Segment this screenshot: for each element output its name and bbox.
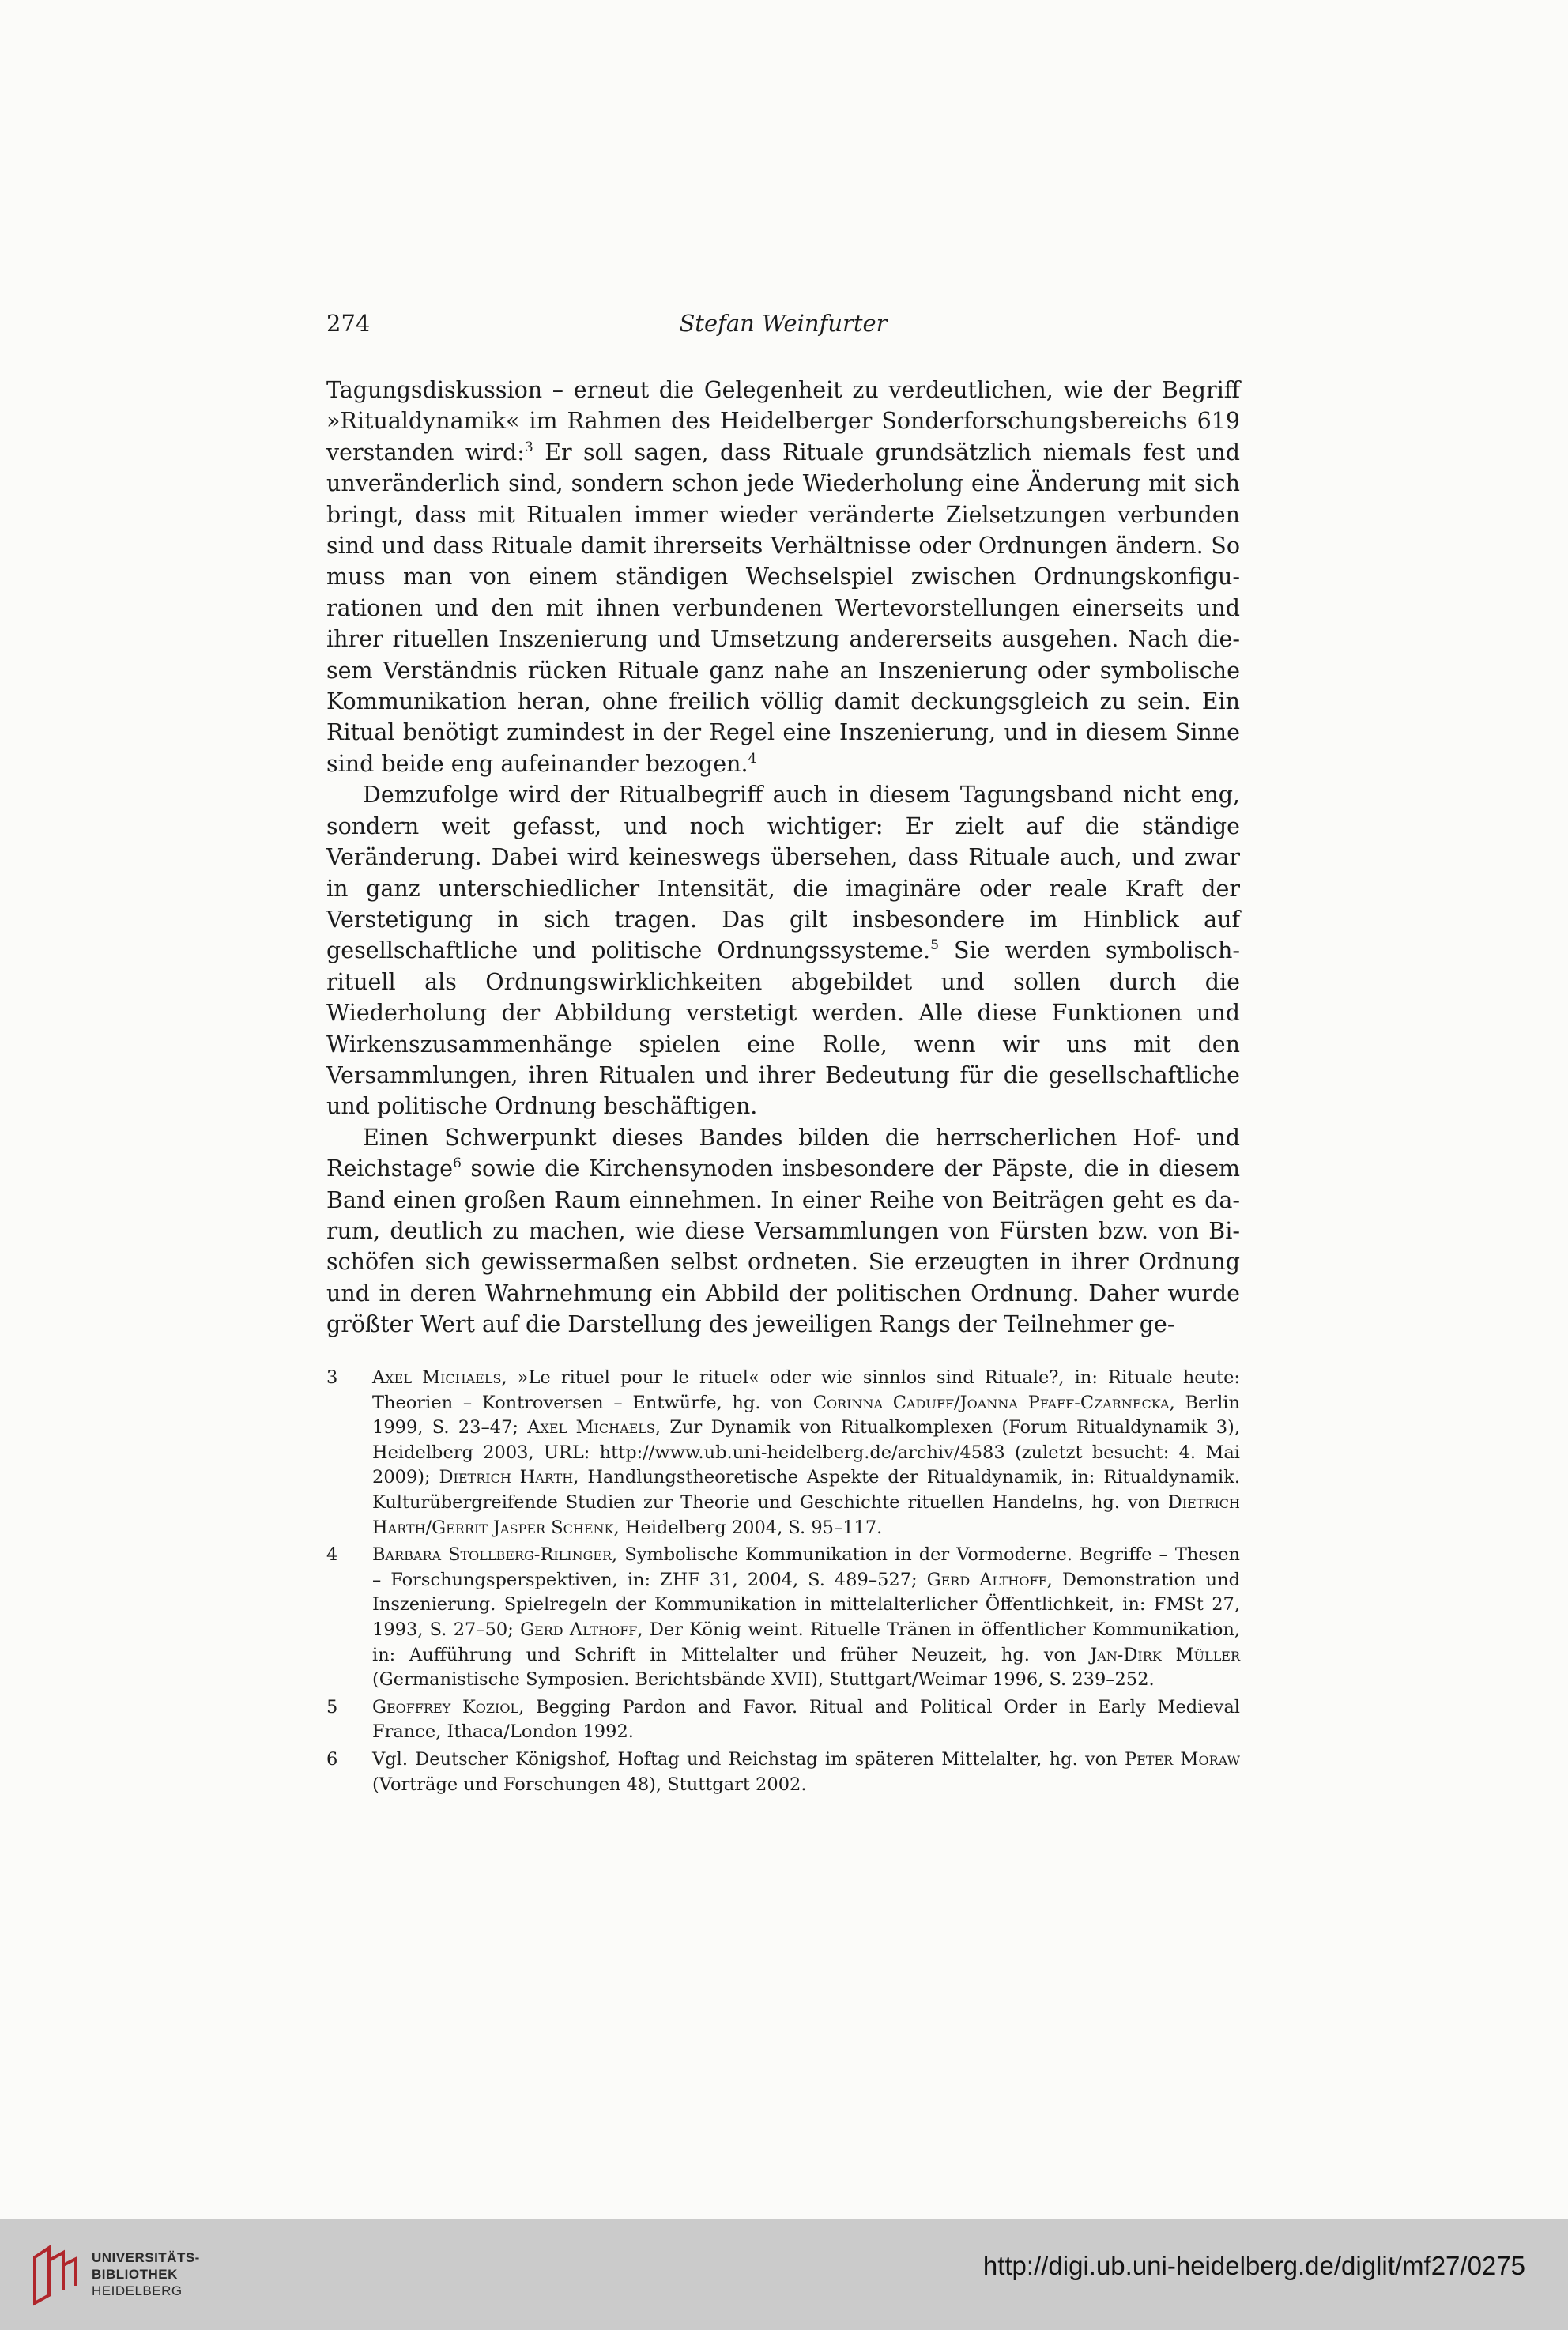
author-name: Dietrich Harth [439,1467,574,1488]
author-name: Jan-Dirk Müller [1090,1644,1240,1665]
author-name: Gerd Althoff [520,1619,638,1640]
author-name: Gerd Althoff [926,1569,1047,1590]
library-name: UNIVERSITÄTS- BIBLIOTHEK HEIDELBERG [92,2250,200,2298]
paragraph-2: Demzufolge wird der Ritualbegriff auch in diesem Tagungsband nicht eng, sondern weit gefasst, und noch wichtiger: Er zielt auf die ständige Veränderung. Dabei wird keineswegs übersehen, dass Rituale auch, und zwar in ganz unterschiedlicher Intensität, die imaginäre oder reale Kraft der Verstetigung in sich tragen. Das gilt insbesondere im Hinblick auf gesellschaftliche und politische Ordnungssysteme.$^5$ Sie werden symbolisch-rituell als Ordnungswirklichkeiten abgebildet und sollen durch die Wiederholung der Abbildung verstetigt werden. Alle diese Funktionen und Wirkenszusammenhänge spielen eine Rolle, wenn wir uns mit den Versammlungen, ihren Ritualen und ihrer Bedeutung für die gesellschaftliche und politische Ordnung beschäftigen. [326,782,1240,1120]
footnote-6: 6 Vgl. Deutscher Königshof, Hoftag und Reichstag im späteren Mittelalter, hg. von Peter Moraw (Vorträge und Forschungen 48), Stuttgart 2002. [326,1748,1240,1795]
page-number: 274 [326,310,371,337]
author-name: Corinna Caduff/Joanna Pfaff-Czarnecka [812,1392,1170,1413]
footnote-ref-4[interactable]: 4 [748,750,757,767]
source-url-link[interactable]: http://digi.ub.uni-heidelberg.de/diglit/mf27/0275 [982,2251,1525,2280]
author-name: Dietrich Harth/Gerrit Jasper Schenk [372,1491,1240,1538]
library-logo-icon [30,2243,81,2306]
running-head-author: Stefan Weinfurter [679,310,888,337]
body-text [326,375,1240,1340]
page-header [326,310,1240,346]
paragraph-3: Einen Schwerpunkt dieses Bandes bilden die herrscherlichen Hof- und Reichstage$^6$ sowie die Kirchensynoden insbesondere der Päpste, die in diesem Band einen großen Raum einnehmen. In einer Reihe von Beiträgen geht es darum, deutlich zu machen, wie diese Versammlungen von Fürsten bzw. von Bischöfen sich gewissermaßen selbst ordneten. Sie erzeugten in ihrer Ordnung und in deren Wahrnehmung ein Abbild der politischen Ordnung. Daher wurde größter Wert auf die Darstellung des jeweiligen Rangs der Teilnehmer ge- [326,1124,1240,1338]
footnotes [326,1366,1240,1800]
footnote-number: 4 [326,1544,338,1566]
footnote-4: 4 Barbara Stollberg-Rilinger, Symbolische Kommunikation in der Vormoderne. Begriffe – Thesen – Forschungsperspektiven, in: ZHF 31, 2004, S. 489–527; Gerd Althoff, Demonstration und Inszenierung. Spielregeln der Kommunikation in mittelalterlicher Öffentlichkeit, in: FMSt 27, 1993, S. 27–50; Gerd Althoff, Der König weint. Rituelle Tränen in öffentlicher Kommunikation, in: Aufführung und Schrift in Mittelalter und früher Neuzeit, hg. von Jan-Dirk Müller (Germanistische Symposien. Berichtsbände XVII), Stuttgart/Weimar 1996, S. 239–252. [326,1544,1241,1691]
author-name: Barbara Stollberg-Rilinger [372,1544,612,1566]
paragraph-1: Tagungsdiskussion – erneut die Gelegenheit zu verdeutlichen, wie der Begriff »Ritualdynamik« im Rahmen des Heidelberger Sonderforschungsbereichs 619 verstanden wird:$^3$ Er soll sagen, dass Rituale grundsätzlich niemals fest und unveränderlich sind, sondern schon jede Wiederholung eine Änderung mit sich bringt, dass mit Ritualen immer wieder veränderte Zielsetzungen verbunden sind und dass Rituale damit ihrerseits Verhältnisse oder Ordnungen ändern. So muss man von einem ständigen Wechselspiel zwischen Ordnungskonfigurationen und den mit ihnen verbundenen Wertevorstellungen einerseits und ihrer rituellen Inszenierung und Umsetzung andererseits ausgehen. Nach diesem Verständnis rücken Rituale ganz nahe an Inszenierung oder symbolische Kommunikation heran, ohne freilich völlig damit deckungsgleich zu sein. Ein Ritual benötigt zumindest in der Regel eine Inszenierung, und in diesem Sinne sind beide eng aufeinander bezogen.$^4$ [326,377,1240,777]
author-name: Peter Moraw [1124,1748,1240,1770]
author-name: Axel Michaels [372,1367,502,1388]
author-name: Geoffrey Koziol [372,1696,519,1717]
footnote-ref-6[interactable]: 6 [452,1156,462,1172]
footnote-3: 3 Axel Michaels, »Le rituel pour le rituel« oder wie sinnlos sind Rituale?, in: Rituale heute: Theorien – Kontroversen – Entwürfe, hg. von Corinna Caduff/Joanna Pfaff-Czarnecka, Berlin 1999, S. 23–47; Axel Michaels, Zur Dynamik von Ritualkomplexen (Forum Ritualdynamik 3), Heidelberg 2003, URL: http://www.ub.uni-heidelberg.de/archiv/4583 (zuletzt besucht: 4. Mai 2009); Dietrich Harth, Handlungstheoretische Aspekte der Ritualdynamik, in: Ritualdynamik. Kulturübergreifende Studien zur Theorie und Geschichte rituellen Handelns, hg. von Dietrich Harth/Gerrit Jasper Schenk, Heidelberg 2004, S. 95–117. [326,1367,1240,1538]
footnote-number: 3 [326,1367,338,1388]
footnote-number: 5 [326,1696,338,1717]
author-name: Axel Michaels [527,1417,655,1438]
footnote-number: 6 [326,1748,338,1770]
footer-bar [0,2219,1568,2330]
footnote-5: 5 Geoffrey Koziol, Begging Pardon and Favor. Ritual and Political Order in Early Medieval France, Ithaca/London 1992. [326,1696,1240,1743]
footnote-ref-3[interactable]: 3 [524,439,533,455]
footnote-ref-5[interactable]: 5 [930,937,939,954]
